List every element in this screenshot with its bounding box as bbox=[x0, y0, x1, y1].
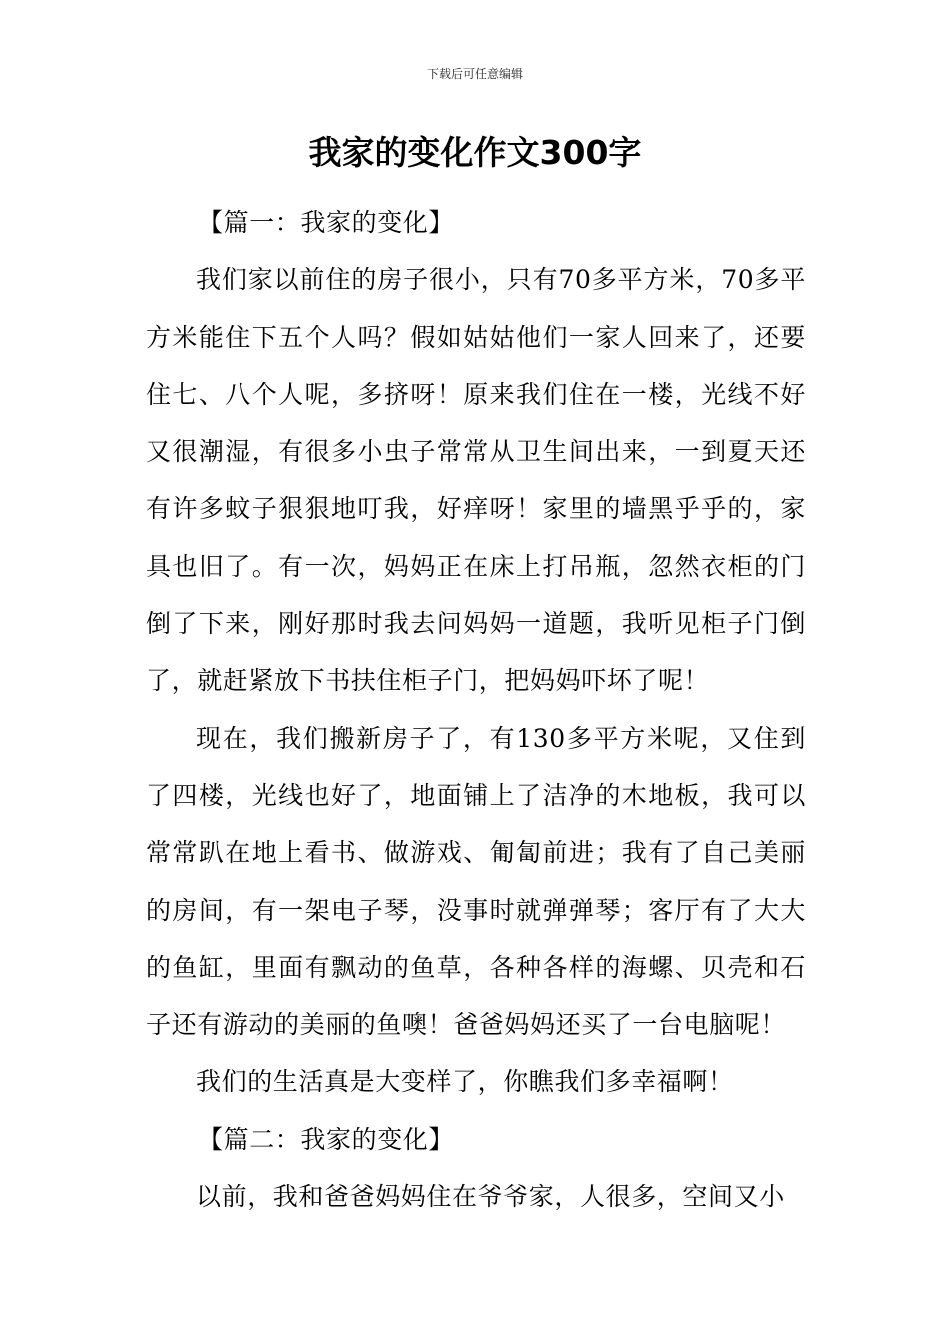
paragraph-3: 我们的生活真是大变样了，你瞧我们多幸福啊！ bbox=[196, 1067, 734, 1097]
document-title: 我家的变化作文300字 bbox=[308, 133, 642, 172]
paragraph-2: 现在，我们搬新房子了，有130多平方米呢，又住到了四楼，光线也好了，地面铺上了洁净的木地板，我可以常常趴在地上看书、做游戏、匍匐前进；我有了自己美丽的房间，有一架电子琴，没事时就弹弹琴；客厅有了大大的鱼缸，里面有飘动的鱼草，各种各样的海螺、贝壳和石子还有游动的美丽的鱼噢！爸爸妈妈还买了一台电脑呢！ bbox=[146, 723, 806, 1040]
paragraph-4: 以前，我和爸爸妈妈住在爷爷家，人很多，空间又小 bbox=[196, 1182, 785, 1212]
section-heading-1: 【篇一：我家的变化】 bbox=[198, 208, 455, 237]
section-heading-2: 【篇二：我家的变化】 bbox=[198, 1124, 455, 1154]
paragraph-1: 我们家以前住的房子很小，只有70多平方米，70多平方米能住下五个人吗？假如姑姑他们一家人回来了，还要住七、八个人呢，多挤呀！原来我们住在一楼，光线不好又很潮湿，有很多小虫子常常从卫生间出来，一到夏天还有许多蚊子狠狠地叮我，好痒呀！家里的墙黑乎乎的，家具也旧了。有一次，妈妈正在床上打吊瓶，忽然衣柜的门倒了下来，刚好那时我去问妈妈一道题，我听见柜子门倒了，就赶紧放下书扶住柜子门，把妈妈吓坏了呢！ bbox=[146, 265, 806, 696]
document-body bbox=[146, 194, 806, 1225]
header-note: 下载后可任意编辑 bbox=[426, 67, 523, 81]
